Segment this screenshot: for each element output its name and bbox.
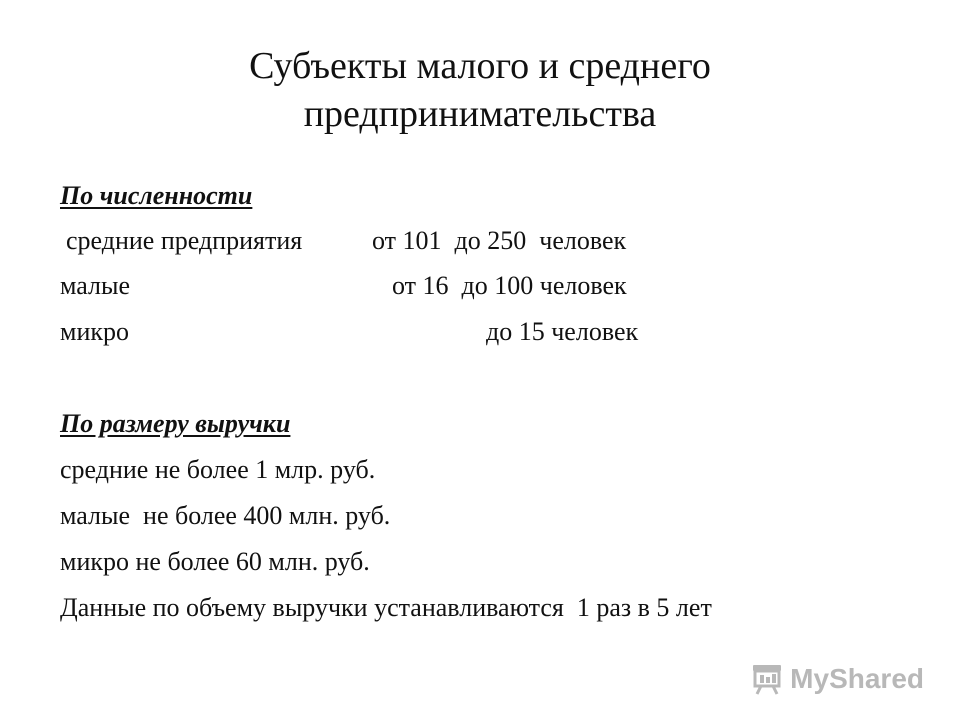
revenue-small-line: малые не более 400 млн. руб. [60, 501, 391, 530]
revenue-section-heading: По размеру выручки [60, 409, 291, 438]
revenue-update-note: Данные по объему выручки устанавливаются 1 раз в 5 лет [60, 593, 712, 622]
headcount-small-category: малые [60, 271, 131, 300]
title-line-1: Субъекты малого и среднего [249, 45, 711, 87]
title-line-2: предпринимательства [303, 93, 657, 135]
revenue-micro-line: микро не более 60 млн. руб. [60, 547, 370, 576]
headcount-medium-range: от 101 до 250 человек [372, 226, 627, 255]
watermark-text: MyShared [790, 663, 924, 694]
revenue-medium-line: средние не более 1 млр. руб. [60, 455, 376, 484]
slide-title [0, 42, 960, 138]
headcount-section-heading: По численности [60, 181, 253, 210]
watermark [750, 662, 924, 696]
headcount-micro-range: до 15 человек [486, 317, 639, 346]
headcount-medium-category: средние предприятия [66, 226, 303, 255]
headcount-micro-category: микро [60, 317, 129, 346]
headcount-small-range: от 16 до 100 человек [392, 271, 627, 300]
presentation-board-icon [750, 662, 784, 696]
